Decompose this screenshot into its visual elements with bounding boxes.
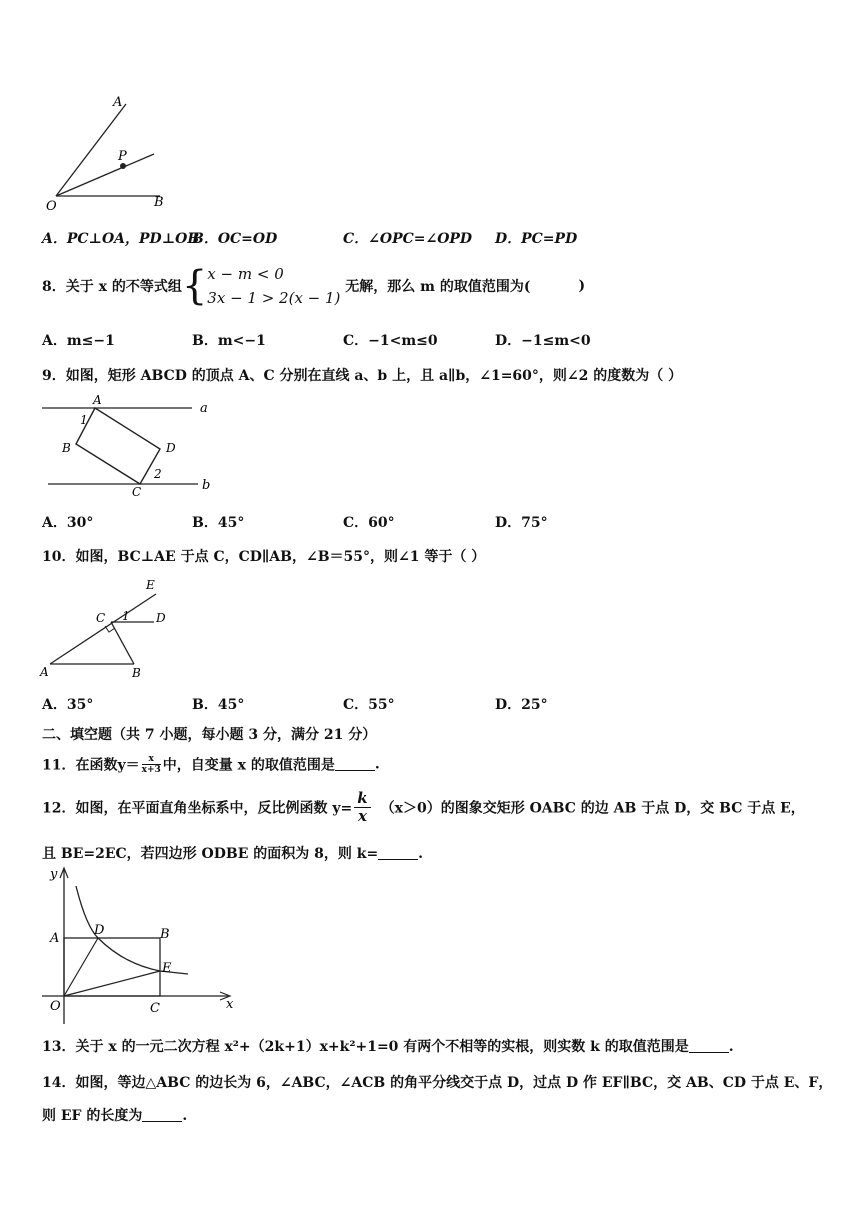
rectangle-figure-q9 xyxy=(40,392,220,502)
q14-line2: 则 EF 的长度为 xyxy=(42,1108,143,1124)
q8-suffix: 无解，那么 m 的取值范围为( xyxy=(345,279,531,295)
label-y: y xyxy=(50,867,58,882)
coordinate-figure-q12 xyxy=(38,862,248,1028)
q12-denominator: x xyxy=(357,807,367,825)
q8-option-a[interactable]: A．m≤−1 xyxy=(42,333,115,349)
label-b: B xyxy=(154,195,164,210)
q11-prefix: 11．在函数y＝ xyxy=(42,757,140,774)
q11-numerator: x xyxy=(142,754,161,765)
q10-option-a[interactable]: A．35° xyxy=(42,697,94,713)
label-x: x xyxy=(226,997,234,1012)
q9-option-d[interactable]: D．75° xyxy=(495,515,548,531)
q8-option-b[interactable]: B．m<−1 xyxy=(192,333,266,349)
q8-line1: x − m < 0 xyxy=(207,265,284,283)
q8-option-c[interactable]: C．−1<m≤0 xyxy=(343,333,438,349)
label-o: O xyxy=(46,199,57,214)
label-b: B xyxy=(160,927,170,942)
triangle-figure-q10 xyxy=(36,574,186,684)
label-b: B xyxy=(62,441,71,455)
q12-line2: 且 BE=2EC，若四边形 ODBE 的面积为 8，则 k= xyxy=(42,846,379,862)
question-14-line-1: 14．如图，等边△ABC 的边长为 6，∠ABC，∠ACB 的角平分线交于点 D，过点 D 作 EF∥BC，交 AB、CD 于点 E、F， xyxy=(42,1075,833,1091)
label-a: A xyxy=(93,393,102,407)
angle-figure-q7 xyxy=(40,90,180,215)
q8-prefix: 8．关于 x 的不等式组 xyxy=(42,279,182,295)
label-a: A xyxy=(40,665,49,679)
answer-blank-13[interactable] xyxy=(689,1038,729,1053)
q12-suffix: （x＞0）的图象交矩形 OABC 的边 AB 于点 D，交 BC 于点 E， xyxy=(380,800,805,817)
label-1: 1 xyxy=(122,609,130,623)
q14-end: . xyxy=(182,1108,188,1124)
label-o: O xyxy=(50,999,61,1014)
label-d: D xyxy=(156,611,166,625)
label-c: C xyxy=(150,1001,160,1016)
question-11 xyxy=(42,754,380,775)
label-e: E xyxy=(162,961,172,976)
label-c: C xyxy=(96,611,106,625)
question-9: 9．如图，矩形 ABCD 的顶点 A、C 分别在直线 a、b 上，且 a∥b，∠1=60°，则∠2 的度数为（ ） xyxy=(42,368,683,384)
q12-numerator: k xyxy=(354,790,370,808)
q13-text: 13．关于 x 的一元二次方程 x²+（2k+1）x+k²+1=0 有两个不相等的实根，则实数 k 的取值范围是 xyxy=(42,1039,689,1055)
q13-end: . xyxy=(728,1039,734,1055)
q9-option-b[interactable]: B．45° xyxy=(192,515,245,531)
q11-end: . xyxy=(374,756,380,773)
q12-prefix: 12．如图，在平面直角坐标系中，反比例函数 y= xyxy=(42,800,353,817)
label-2: 2 xyxy=(154,467,162,481)
q9-option-a[interactable]: A．30° xyxy=(42,515,94,531)
q7-option-d[interactable]: D．PC=PD xyxy=(495,231,578,247)
question-12-line-2 xyxy=(42,843,423,863)
label-p: P xyxy=(118,149,127,164)
q10-option-c[interactable]: C．55° xyxy=(343,697,395,713)
label-a: A xyxy=(50,931,60,946)
answer-blank-14[interactable] xyxy=(142,1107,182,1122)
fraction-k-over-x xyxy=(354,790,370,825)
label-d: D xyxy=(94,923,105,938)
section-2-heading: 二、填空题（共 7 小题，每小题 3 分，满分 21 分） xyxy=(42,727,377,743)
label-d: D xyxy=(166,441,176,455)
label-line-b: b xyxy=(202,478,211,493)
q7-option-c[interactable]: C．∠OPC=∠OPD xyxy=(343,231,473,247)
answer-blank-12[interactable] xyxy=(378,845,418,860)
q9-option-c[interactable]: C．60° xyxy=(343,515,395,531)
question-8 xyxy=(42,262,585,310)
answer-blank-11[interactable] xyxy=(335,756,375,771)
question-12-line-1 xyxy=(42,790,805,825)
q12-end: . xyxy=(418,846,424,862)
question-10: 10．如图，BC⊥AE 于点 C，CD∥AB，∠B＝55°，则∠1 等于（ ） xyxy=(42,549,486,565)
q8-close: ) xyxy=(578,278,586,294)
label-line-a: a xyxy=(200,401,208,416)
brace-symbol: { xyxy=(181,263,208,309)
label-e: E xyxy=(146,578,155,592)
q8-line2: 3x − 1 > 2(x − 1) xyxy=(207,289,341,307)
q11-suffix: 中，自变量 x 的取值范围是 xyxy=(162,757,335,774)
fraction-x-over-x-plus-3 xyxy=(142,754,161,775)
q10-option-d[interactable]: D．25° xyxy=(495,697,548,713)
question-14-line-2 xyxy=(42,1105,187,1125)
q11-denominator: x+3 xyxy=(141,765,161,775)
label-c: C xyxy=(132,485,142,499)
q8-option-d[interactable]: D．−1≤m<0 xyxy=(495,333,591,349)
q7-option-a[interactable]: A．PC⊥OA，PD⊥OB xyxy=(42,231,200,247)
label-1: 1 xyxy=(80,413,88,427)
question-13 xyxy=(42,1036,734,1056)
q7-option-b[interactable]: B．OC=OD xyxy=(192,231,278,247)
inequality-system xyxy=(207,262,340,310)
q10-option-b[interactable]: B．45° xyxy=(192,697,245,713)
label-a: A xyxy=(113,95,123,110)
label-b: B xyxy=(132,666,141,680)
